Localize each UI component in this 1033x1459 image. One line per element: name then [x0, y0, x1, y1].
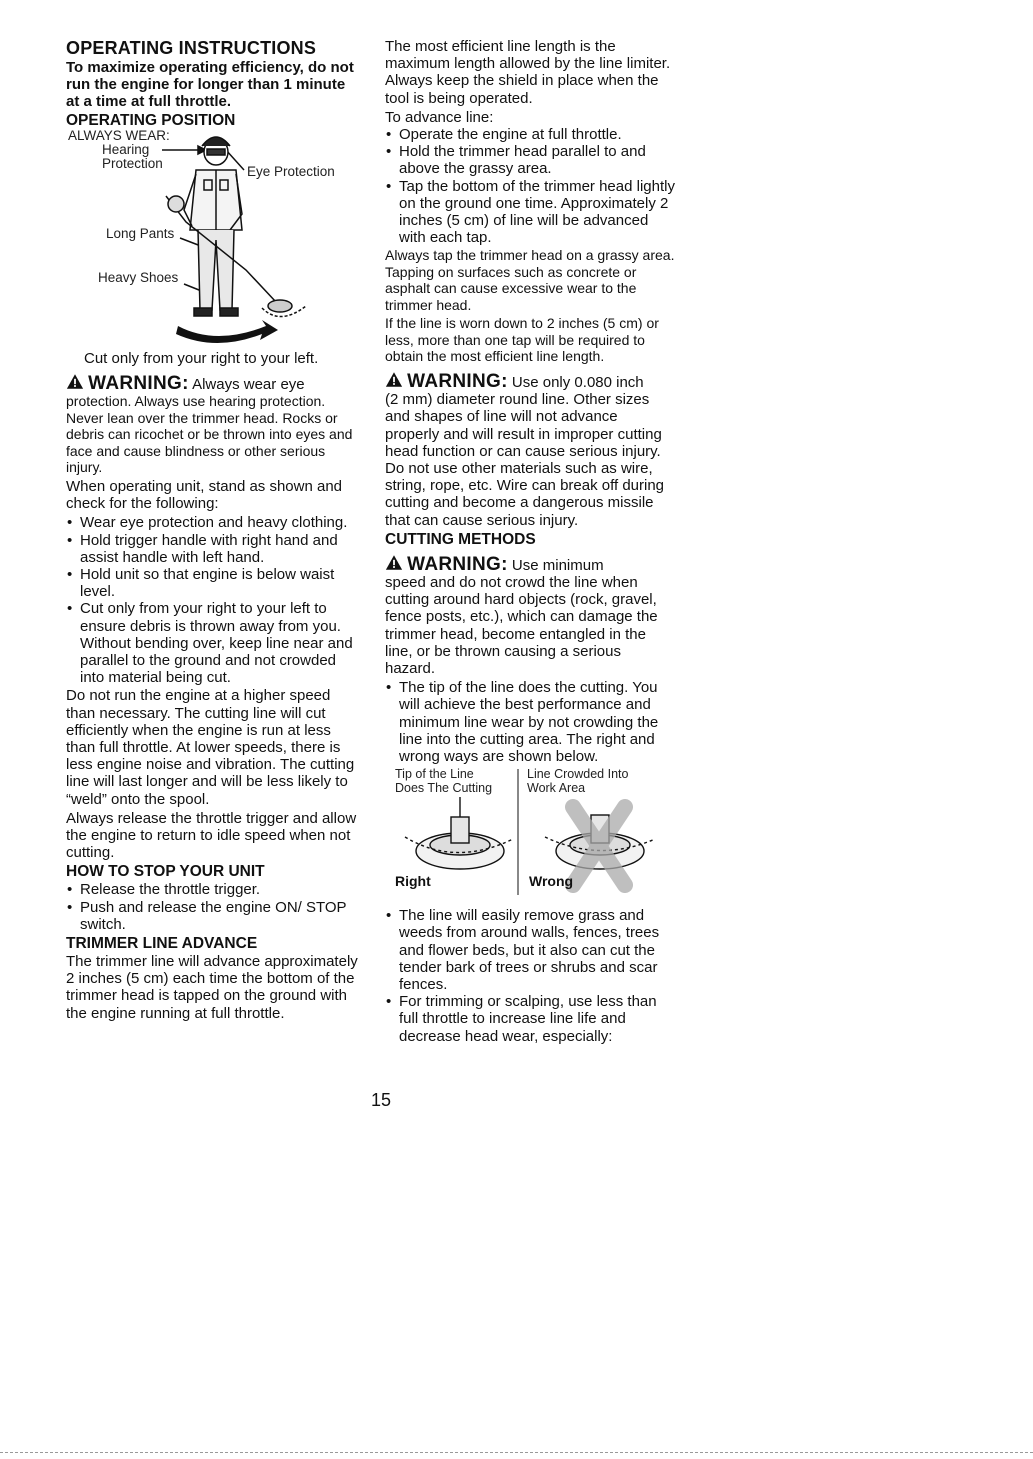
page-bottom-divider — [0, 1452, 1033, 1453]
warning-triangle-icon — [385, 371, 403, 388]
warning-line-diameter — [385, 371, 675, 529]
warning-text: protection. Always use hearing protection. Never lean over the trimmer head. Rocks or debris can ricochet or be thrown into eyes and face and cause blindness or other serious injury. — [66, 393, 353, 476]
list-item: • For trimming or scalping, use less than full throttle to increase line life and decrease head wear, especially: — [385, 993, 675, 1045]
worn-line-paragraph: If the line is worn down to 2 inches (5 cm) or less, more than one tap will be required to obtain the most efficient line length. — [385, 315, 659, 365]
release-trigger-paragraph: Always release the throttle trigger and allow the engine to return to idle speed when not cutting. — [66, 809, 357, 862]
section-heading: OPERATING INSTRUCTIONS — [66, 38, 317, 58]
engine-speed-paragraph: Do not run the engine at a higher speed than necessary. The cutting line will cut efficiently when the engine is run at less than full throttle. At lower speeds, there is less engine noise and vibration. The cutting line will last longer and will be less likely to “weld” onto the spool. — [66, 687, 355, 808]
left-column — [66, 38, 358, 1024]
operator-illustration — [66, 130, 358, 346]
tip-caption-line1: Tip of the Line — [395, 767, 474, 782]
hearing-label: Hearing — [102, 142, 150, 157]
wrong-label: Wrong — [529, 873, 574, 890]
list-item: • Operate the engine at full throttle. — [385, 126, 675, 143]
stop-steps — [66, 881, 358, 933]
warning-text-start: Always wear eye — [192, 376, 305, 394]
line-advance-heading: TRIMMER LINE ADVANCE — [66, 934, 258, 952]
always-wear-label: ALWAYS WEAR: — [68, 128, 170, 143]
warning-triangle-icon — [66, 373, 84, 390]
warning-eye-protection — [66, 373, 358, 476]
warning-label: WARNING: — [88, 373, 189, 395]
tip-cutting-list — [385, 679, 675, 765]
crowd-caption-line1: Line Crowded Into — [527, 767, 629, 782]
list-item: • Cut only from your right to your left to ensure debris is thrown away from you. Without bending over, keep line near and parallel to the ground and not crowded into material being cut. — [66, 600, 358, 686]
eye-protection-label: Eye Protection — [247, 164, 335, 179]
efficient-length-paragraph: The most efficient line length is the maximum length allowed by the line limiter. Always keep the shield in place when the tool is being operated. — [385, 38, 671, 107]
warning-text: (2 mm) diameter round line. Other sizes and shapes of line will not advance properly and will result in improper cutting head function or can cause serious injury. Do not use other materials such as wire, string, rope, etc. Wire can break off during cutting and become a dangerous missile that can cause serious injury. — [385, 391, 665, 529]
tip-caption-line2: Does The Cutting — [395, 781, 493, 796]
line-advance-paragraph: The trimmer line will advance approximately 2 inches (5 cm) each time the bottom of the trimmer head is tapped on the ground with the engine running at full throttle. — [66, 952, 358, 1022]
heavy-shoes-label: Heavy Shoes — [98, 270, 179, 285]
list-item: • Wear eye protection and heavy clothing. — [66, 514, 358, 531]
list-item: • Hold the trimmer head parallel to and above the grassy area. — [385, 143, 675, 177]
right-label: Right — [395, 873, 431, 890]
crowd-caption-line2: Work Area — [527, 781, 586, 796]
advance-intro: To advance line: — [385, 108, 494, 126]
stop-unit-heading: HOW TO STOP YOUR UNIT — [66, 863, 265, 881]
advance-steps — [385, 126, 675, 246]
warning-label: WARNING: — [407, 370, 508, 392]
list-item: • Push and release the engine ON/ STOP switch. — [66, 899, 358, 933]
operating-position-figure — [66, 130, 358, 346]
list-item: • Hold unit so that engine is below waist level. — [66, 566, 358, 600]
tap-surface-paragraph: Always tap the trimmer head on a grassy area. Tapping on surfaces such as concrete or asphalt can cause excessive wear to the trimmer head. — [385, 247, 675, 313]
warning-text-start: Use minimum — [511, 556, 604, 574]
operating-position-heading: OPERATING POSITION — [66, 112, 236, 129]
right-column — [385, 38, 675, 1046]
list-item: • The tip of the line does the cutting. You will achieve the best performance and minimum line wear by not crowding the line into the cutting area. The right and wrong ways are shown below. — [385, 679, 675, 765]
warning-text-start: Use only 0.080 inch — [511, 373, 644, 391]
right-wrong-figure — [385, 767, 675, 907]
efficiency-note: To maximize operating efficiency, do not run the engine for longer than 1 minute at a time at full throttle. — [66, 59, 354, 110]
cutting-methods-heading: CUTTING METHODS — [385, 530, 536, 548]
warning-label: WARNING: — [407, 553, 508, 575]
stand-checklist — [66, 514, 358, 686]
warning-triangle-icon — [385, 554, 403, 571]
list-item: • Release the throttle trigger. — [66, 881, 358, 898]
trimming-tips-list — [385, 907, 675, 1045]
list-item: • Tap the bottom of the trimmer head lightly on the ground one time. Approximately 2 inches (5 cm) of line will be advanced with each tap. — [385, 178, 675, 247]
stand-instruction: When operating unit, stand as shown and check for the following: — [66, 477, 343, 513]
cutting-direction-caption: Cut only from your right to your left. — [84, 350, 319, 367]
protection-label: Protection — [102, 156, 163, 171]
list-item: • The line will easily remove grass and weeds from around walls, fences, trees and flower beds, but it also can cut the tender bark of trees or shrubs and scar fences. — [385, 907, 675, 993]
page-number: 15 — [371, 1090, 392, 1110]
warning-minimum-speed — [385, 554, 675, 677]
warning-text: speed and do not crowd the line when cutting around hard objects (rock, gravel, fence posts, etc.), which can damage the trimmer head, become entangled in the line, or be thrown causing a serious hazard. — [385, 573, 658, 677]
long-pants-label: Long Pants — [106, 226, 175, 241]
list-item: • Hold trigger handle with right hand and assist handle with left hand. — [66, 532, 358, 566]
